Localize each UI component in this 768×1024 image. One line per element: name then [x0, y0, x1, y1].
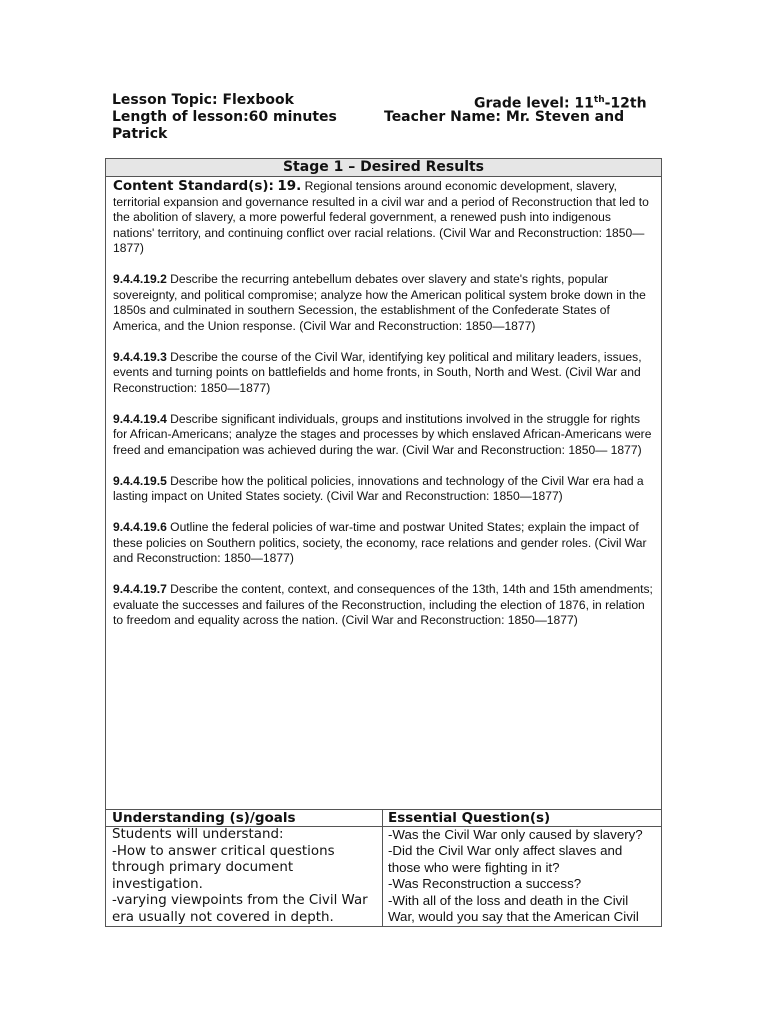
understanding-line: -varying viewpoints from the Civil War	[112, 893, 368, 909]
essential-questions-heading: Essential Question(s)	[383, 810, 661, 827]
content-standard-intro	[113, 179, 655, 257]
teacher-name: Teacher Name: Mr. Steven and	[384, 109, 625, 125]
understanding-cell	[106, 810, 383, 926]
standard-code: 9.4.4.19.2	[113, 272, 167, 286]
standard-code: 9.4.4.19.7	[113, 582, 167, 596]
standard-text: Describe the course of the Civil War, identifying key political and military leaders, issues, events and turning points on battlefields and home fronts, in South, North and West. (Civil War and Reconstruction: 1850—1877)	[113, 349, 642, 395]
lesson-length: Length of lesson:60 minutes	[112, 109, 337, 125]
standard-text: Describe the recurring antebellum debates over slavery and state's rights, popular sovereignty, and political compromise; analyze how the American political system broke down in the 1850s and culminated in southern Secession, the establishment of the Confederate States of America, and the Union response. (Civil War and Reconstruction: 1850—1877)	[113, 272, 646, 333]
standard-item	[113, 474, 655, 505]
essential-question-line: -Did the Civil War only affect slaves and	[388, 843, 623, 859]
standard-code: 9.4.4.19.5	[113, 473, 167, 488]
essential-question-line: those who were fighting in it?	[388, 859, 560, 875]
standard-item	[113, 582, 655, 629]
understanding-line: Students will understand:	[112, 827, 284, 842]
content-standard-code: 19.	[277, 178, 302, 194]
understanding-line: -How to answer critical questions	[112, 843, 335, 859]
understanding-line: era usually not covered in depth.	[112, 909, 334, 925]
essential-question-line: War, would you say that the American Civil	[388, 909, 639, 925]
teacher-name-cont: Patrick	[112, 126, 168, 142]
standard-text: Describe significant individuals, groups and institutions involved in the struggle for rights for African-Americans; analyze the stages and processes by which enslaved African-Americans were freed and emancipation was achieved during the war. (Civil War and Reconstruction: 1850— 1877)	[113, 411, 652, 457]
understanding-heading: Understanding (s)/goals	[106, 810, 382, 827]
goals-questions-row	[106, 810, 661, 926]
understanding-line: investigation.	[112, 876, 203, 892]
standard-item	[113, 272, 655, 334]
essential-question-line: -Was the Civil War only caused by slavery?	[388, 827, 643, 842]
standard-item	[113, 520, 655, 567]
standard-item	[113, 350, 655, 397]
standard-item	[113, 412, 655, 459]
lesson-plan-table	[105, 158, 662, 927]
content-standard-label: Content Standard(s):	[113, 178, 274, 194]
standard-text: Describe the content, context, and consequences of the 13th, 14th and 15th amendments; evaluate the successes and failures of the Reconstruction, including the election of 1876, in relation to freedom and equality across the nation. (Civil War and Reconstruction: 1850—1877)	[113, 582, 653, 627]
standard-code: 9.4.4.19.3	[113, 349, 167, 364]
grade-level-sup: th	[593, 95, 605, 105]
essential-questions-cell	[383, 810, 661, 926]
stage-title: Stage 1 – Desired Results	[106, 159, 661, 177]
standard-code: 9.4.4.19.4	[113, 411, 167, 426]
lesson-topic: Lesson Topic: Flexbook	[112, 92, 294, 108]
standard-code: 9.4.4.19.6	[113, 520, 167, 534]
grade-level-rest: -12th	[604, 95, 647, 112]
standard-text: Describe how the political policies, innovations and technology of the Civil War era had a lasting impact on United States society. (Civil War and Reconstruction: 1850—1877)	[113, 473, 644, 503]
content-standard-text: Regional tensions around economic development, slavery, territorial expansion and governance resulted in a civil war and a period of Reconstruction that led to the abolition of slavery, a more powerful federal government, a renewed push into indigenous nations' territory, and continuing conflict over racial relations. (Civil War and Reconstruction: 1850—1877)	[113, 179, 649, 255]
essential-question-line: -With all of the loss and death in the Civil	[388, 892, 629, 908]
standard-text: Outline the federal policies of war-time and postwar United States; explain the impact of these policies on Southern politics, society, the economy, race relations and gender roles. (Civil War and Reconstruction: 1850—1877)	[113, 520, 647, 565]
essential-question-line: -Was Reconstruction a success?	[388, 876, 582, 892]
understanding-line: through primary document	[112, 860, 294, 876]
grade-level-text: Grade level: 11	[474, 95, 594, 112]
content-standards-cell	[106, 177, 661, 810]
